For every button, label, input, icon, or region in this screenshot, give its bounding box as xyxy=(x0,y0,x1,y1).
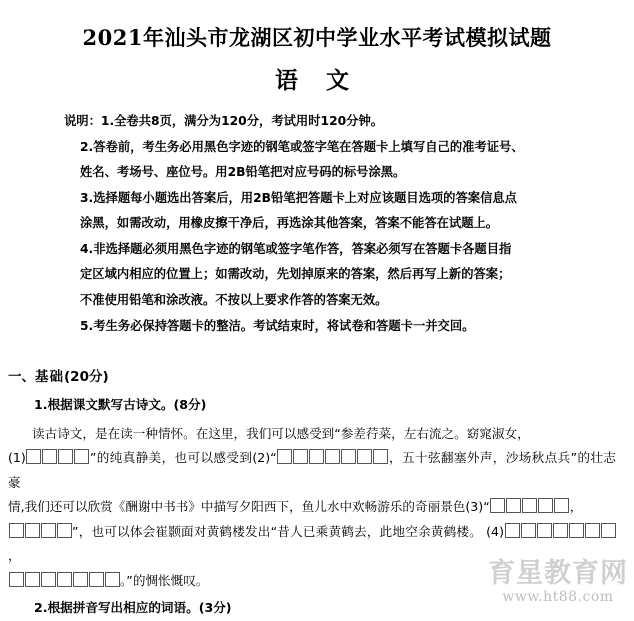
answer-box xyxy=(601,523,616,538)
instruction-item-5: 5.考生务必保持答题卡的整洁。考试结束时，将试卷和答题卡一并交回。 xyxy=(80,318,475,333)
instruction-item-4: 4.非选择题必须用黑色字迹的钢笔或签字笔作答，答案必须写在答题卡各题目指 xyxy=(80,241,512,256)
answer-box xyxy=(506,498,521,513)
instruction-item-4-cont-a: 定区域内相应的位置上；如需改动，先划掉原来的答案，然后再写上新的答案； xyxy=(80,267,511,282)
answer-box xyxy=(9,523,24,538)
exam-paper-page xyxy=(0,22,634,616)
answer-box xyxy=(521,523,536,538)
passage-line-4: ”，也可以体会崔颢面对黄鹤楼发出“昔人已乘黄鹤去，此地空余黄鹤楼。 (4) xyxy=(72,523,504,539)
instruction-item-2: 2.答卷前，考生务必用黑色字迹的钢笔或签字笔在答题卡上填写自己的准考证号、 xyxy=(80,139,524,154)
question-2-score: (3分) xyxy=(198,600,232,616)
answer-box xyxy=(569,523,584,538)
instruction-row xyxy=(64,186,582,212)
answer-box xyxy=(58,449,73,464)
instruction-row xyxy=(64,262,582,288)
answer-box xyxy=(325,449,340,464)
answer-box xyxy=(74,449,89,464)
instruction-row xyxy=(64,109,582,135)
passage-line-3-comma: ， xyxy=(569,499,583,515)
answer-box xyxy=(105,572,120,587)
instruction-item-3-cont: 涂黑，如需改动，用橡皮擦干净后，再选涂其他答案，答案不能答在试题上。 xyxy=(80,216,499,231)
instructions-label: 说明： xyxy=(64,114,101,128)
question-2-number: 2. xyxy=(34,600,48,616)
question-1-score: (8分) xyxy=(173,397,207,413)
passage-line-1: 读古诗文，是在读一种情怀。在这里，我们可以感受到“参差荇菜，左右流之。窈窕淑女， xyxy=(32,425,530,441)
answer-box xyxy=(57,572,72,587)
answer-box xyxy=(9,572,24,587)
instruction-row xyxy=(64,211,582,237)
passage-line-3: 情,我们还可以欣赏《酬谢中书书》中描写夕阳西下，鱼儿水中欢畅游乐的奇丽景色(3)“ xyxy=(8,499,490,515)
answer-box xyxy=(42,449,57,464)
answer-box xyxy=(73,572,88,587)
passage-line-4-comma: ， xyxy=(8,548,21,564)
answer-box xyxy=(25,572,40,587)
answer-box xyxy=(89,572,104,587)
answer-box xyxy=(585,523,600,538)
answer-box xyxy=(554,498,569,513)
instruction-item-1: 1.全卷共8页，满分为120分，考试用时120分钟。 xyxy=(100,114,384,128)
answer-box xyxy=(537,523,552,538)
answer-box xyxy=(505,523,520,538)
instruction-item-2-cont: 姓名、考场号、座位号。用2B铅笔把对应号码的标号涂黑。 xyxy=(80,165,406,180)
question-2-text: 根据拼音写出相应的词语。 xyxy=(47,600,199,616)
answer-box xyxy=(341,449,356,464)
answer-box xyxy=(293,449,308,464)
instruction-row xyxy=(64,160,582,186)
section-index: 一、 xyxy=(8,369,35,386)
section-label: 基础 xyxy=(35,369,64,386)
instruction-row xyxy=(64,314,582,340)
section-heading xyxy=(0,365,634,385)
instruction-row xyxy=(64,135,582,161)
answer-box xyxy=(553,523,568,538)
question-1-text: 根据课文默写古诗文。 xyxy=(47,397,174,413)
instructions-block xyxy=(0,109,634,339)
answer-box xyxy=(357,449,372,464)
instruction-item-4-cont-b: 不准使用铅笔和涂改液。不按以上要求作答的答案无效。 xyxy=(80,292,388,307)
question-1 xyxy=(8,393,616,418)
instruction-row xyxy=(64,288,582,314)
passage-line-2-end: ，五十弦翻塞外声，沙场秋点兵”的壮志豪 xyxy=(8,450,616,490)
answer-box xyxy=(522,498,537,513)
watermark-title: 育星教育网 xyxy=(488,558,628,589)
answer-box xyxy=(277,449,292,464)
passage-line-5: 。”的惆怅慨叹。 xyxy=(120,572,209,588)
section-score: (20分) xyxy=(64,369,109,386)
answer-box xyxy=(57,523,72,538)
passage-line-2-num: (1) xyxy=(8,450,26,466)
question-1-number: 1. xyxy=(34,397,48,413)
subject-title: 语 文 xyxy=(274,67,359,94)
answer-box xyxy=(25,523,40,538)
answer-box xyxy=(41,523,56,538)
answer-box xyxy=(538,498,553,513)
answer-box xyxy=(41,572,56,587)
instruction-item-3: 3.选择题每小题选出答案后，用2B铅笔把答题卡上对应该题目选项的答案信息点 xyxy=(80,190,517,205)
answer-box xyxy=(490,498,505,513)
answer-box xyxy=(309,449,324,464)
answer-box xyxy=(373,449,388,464)
watermark xyxy=(488,560,628,604)
instruction-row xyxy=(64,237,582,263)
answer-box xyxy=(26,449,41,464)
passage-line-2-mid: ”的纯真静美，也可以感受到(2)“ xyxy=(89,450,277,466)
watermark-url: www.ht88.com xyxy=(502,589,614,605)
page-title: 2021年汕头市龙湖区初中学业水平考试模拟试题 xyxy=(82,25,552,50)
